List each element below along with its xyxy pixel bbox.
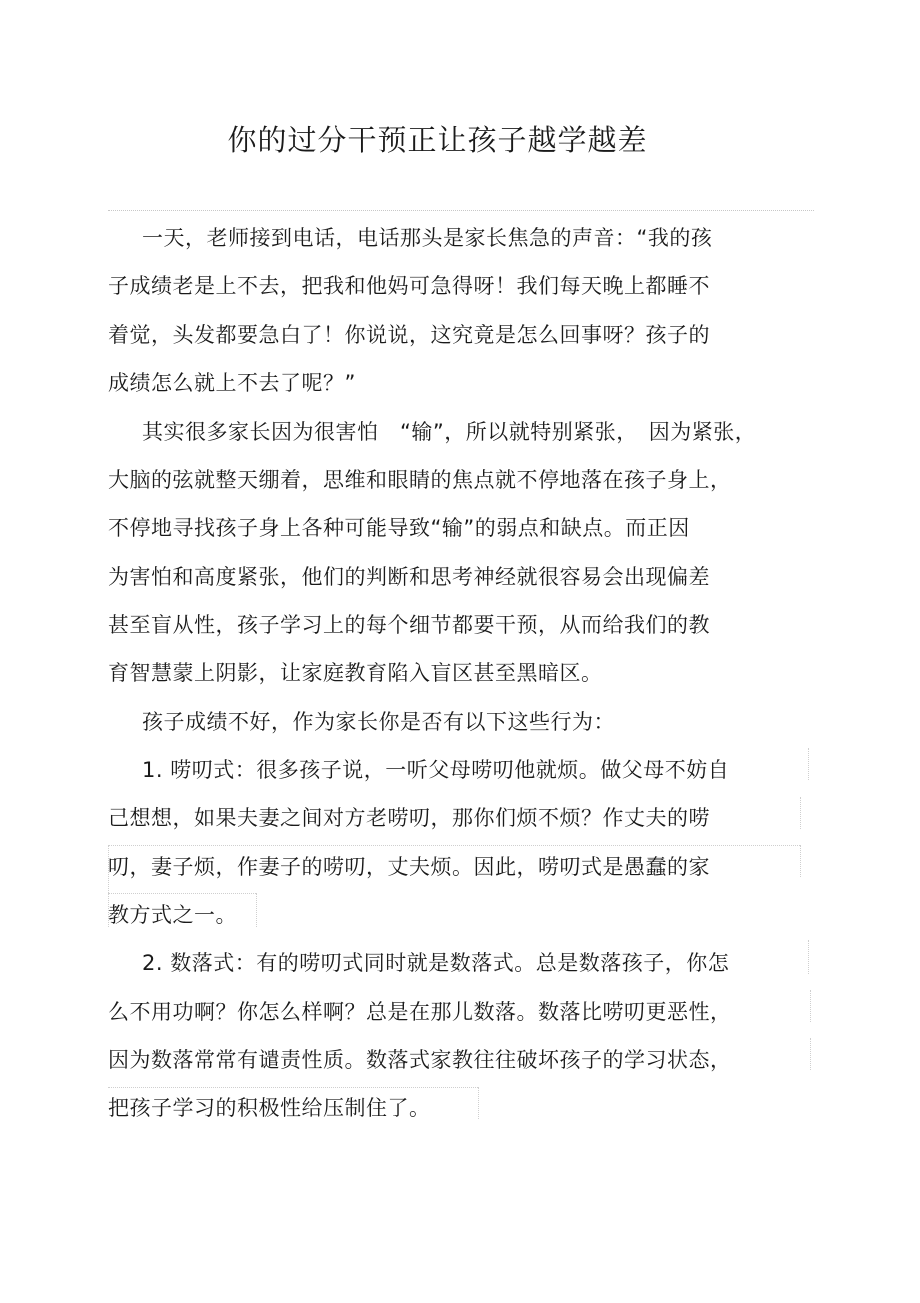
paragraph-1-line-3: 着觉，头发都要急白了！你说说，这究竟是怎么回事呀？孩子的: [108, 323, 710, 347]
scan-artifact-border: [108, 845, 109, 927]
scan-artifact-border: [808, 748, 809, 780]
title-divider: [108, 210, 814, 211]
paragraph-1-line-4: 成绩怎么就上不去了呢？”: [108, 371, 356, 395]
paragraph-1-line-1: 一天，老师接到电话，电话那头是家长焦急的声音：“我的孩: [142, 226, 713, 250]
paragraph-2-line-5: 甚至盲从性，孩子学习上的每个细节都要干预，从而给我们的教: [108, 613, 710, 637]
item-2-line-3: 因为数落常常有谴责性质。数落式家教往往破坏孩子的学习状态，: [108, 1048, 732, 1072]
scan-artifact-border: [800, 797, 801, 829]
paragraph-2-line-4: 为害怕和高度紧张，他们的判断和思考神经就很容易会出现偏差: [108, 565, 710, 589]
paragraph-2-line-1: 其实很多家长因为很害怕 “输”，所以就特别紧张， 因为紧张，: [142, 420, 757, 444]
item-2-line-1: 2. 数落式：有的唠叨式同时就是数落式。总是数落孩子，你怎: [142, 951, 730, 975]
scan-artifact-border: [108, 893, 256, 894]
scan-artifact-border: [256, 893, 257, 927]
paragraph-2-line-3: 不停地寻找孩子身上各种可能导致“输”的弱点和缺点。而正因: [108, 516, 690, 540]
document-title: 你的过分干预正让孩子越学越差: [227, 123, 648, 157]
item-2-line-4: 把孩子学习的积极性给压制住了。: [108, 1096, 431, 1120]
paragraph-3: 孩子成绩不好，作为家长你是否有以下这些行为：: [142, 710, 615, 734]
scan-artifact-border: [810, 1038, 811, 1070]
scan-artifact-border: [108, 845, 800, 846]
scan-artifact-border: [808, 940, 809, 974]
scan-artifact-border: [800, 845, 801, 877]
item-1-line-1: 1. 唠叨式：很多孩子说，一听父母唠叨他就烦。做父母不妨自: [142, 758, 730, 782]
paragraph-1-line-2: 子成绩老是上不去，把我和他妈可急得呀！我们每天晚上都睡不: [108, 274, 710, 298]
item-2-line-2: 么不用功啊？你怎么样啊？总是在那儿数落。数落比唠叨更恶性，: [108, 1000, 732, 1024]
scan-artifact-border: [108, 1087, 478, 1088]
scan-artifact-border: [478, 1087, 479, 1119]
paragraph-2-line-6: 育智慧蒙上阴影，让家庭教育陷入盲区甚至黑暗区。: [108, 661, 603, 685]
item-1-line-2: 己想想，如果夫妻之间对方老唠叨，那你们烦不烦？作丈夫的唠: [108, 806, 710, 830]
item-1-line-4: 教方式之一。: [108, 903, 237, 927]
scan-artifact-border: [810, 990, 811, 1022]
paragraph-2-line-2: 大脑的弦就整天绷着，思维和眼睛的焦点就不停地落在孩子身上，: [108, 468, 732, 492]
item-1-line-3: 叨，妻子烦，作妻子的唠叨，丈夫烦。因此，唠叨式是愚蠢的家: [108, 855, 710, 879]
